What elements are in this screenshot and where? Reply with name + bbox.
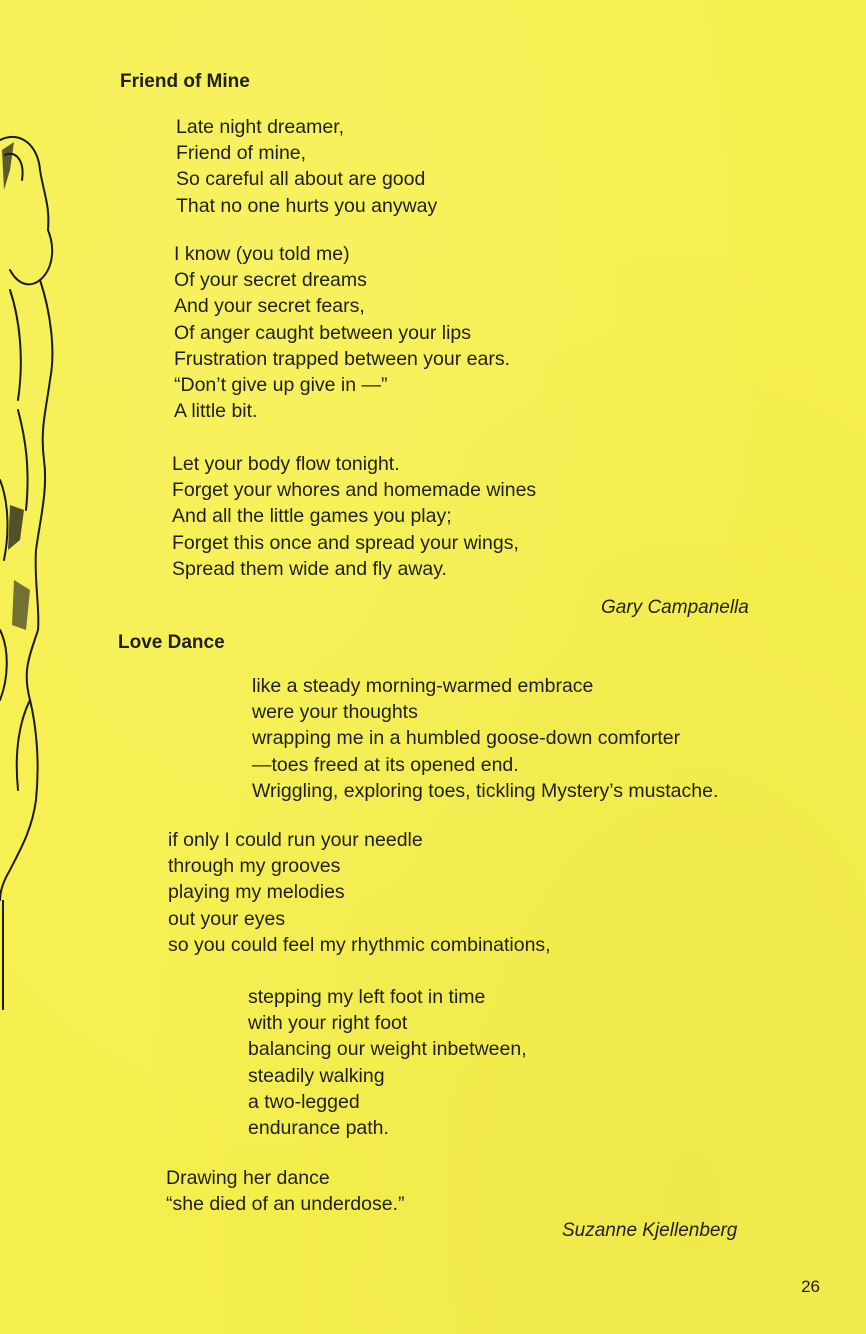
- poem-line: like a steady morning-warmed embrace: [252, 675, 594, 697]
- poem-title-love-dance: Love Dance: [118, 632, 225, 653]
- poem-line: endurance path.: [248, 1117, 389, 1140]
- poem-line: so you could feel my rhythmic combinations,: [168, 933, 551, 956]
- poem-line: I know (you told me): [174, 243, 350, 265]
- poem-line: Spread them wide and fly away.: [172, 557, 447, 580]
- poem-line: Drawing her dance: [166, 1167, 330, 1189]
- poem-line: if only I could run your needle: [168, 829, 423, 851]
- poem-line: Of your secret dreams: [174, 269, 367, 292]
- poem-line: —toes freed at its opened end.: [252, 753, 519, 776]
- author-suzanne-kjellenberg: Suzanne Kjellenberg: [562, 1220, 738, 1241]
- poem-line: were your thoughts: [252, 701, 418, 724]
- poem-line: Frustration trapped between your ears.: [174, 347, 511, 370]
- poem-line: That no one hurts you anyway: [176, 194, 438, 217]
- poem2-stanza-3: [248, 984, 527, 1141]
- poem-line: Wriggling, exploring toes, tickling Mystery’s mustache.: [252, 779, 719, 802]
- poem-line: with your right foot: [248, 1012, 408, 1035]
- poem-line: Let your body flow tonight.: [172, 453, 400, 475]
- author-gary-campanella: Gary Campanella: [601, 597, 749, 618]
- poem-line: wrapping me in a humbled goose-down comforter: [252, 727, 681, 750]
- poem-line: Forget this once and spread your wings,: [172, 531, 519, 554]
- poem-line: A little bit.: [174, 400, 258, 423]
- poem-line: And your secret fears,: [174, 295, 365, 318]
- poem-line: out your eyes: [168, 907, 286, 930]
- poem-line: Friend of mine,: [176, 142, 307, 165]
- poem-title-friend-of-mine: Friend of Mine: [120, 71, 250, 92]
- poem-line: And all the little games you play;: [172, 505, 452, 528]
- poem-line: through my grooves: [168, 855, 341, 878]
- poem2-stanza-4: [166, 1165, 405, 1217]
- poem-line: playing my melodies: [168, 881, 345, 904]
- sketch-figure-drawing: [0, 110, 70, 1010]
- poem-line: steadily walking: [248, 1064, 385, 1087]
- poem2-stanza-1: [252, 673, 718, 804]
- poem-line: balancing our weight inbetween,: [248, 1038, 527, 1061]
- poem-line: stepping my left foot in time: [248, 986, 486, 1008]
- poem-line: “Don’t give up give in —”: [174, 374, 388, 397]
- poem-line: So careful all about are good: [176, 168, 426, 191]
- poem-line: Late night dreamer,: [176, 116, 345, 138]
- poem1-stanza-2: [174, 241, 510, 424]
- poem-line: Of anger caught between your lips: [174, 321, 472, 344]
- poem1-stanza-1: [176, 114, 437, 219]
- poem2-stanza-2: [168, 827, 551, 958]
- poem-line: Forget your whores and homemade wines: [172, 479, 537, 502]
- poem-line: a two-legged: [248, 1090, 360, 1113]
- page-number: 26: [801, 1277, 820, 1296]
- poem-line: “she died of an underdose.”: [166, 1193, 405, 1216]
- poem1-stanza-3: [172, 451, 536, 582]
